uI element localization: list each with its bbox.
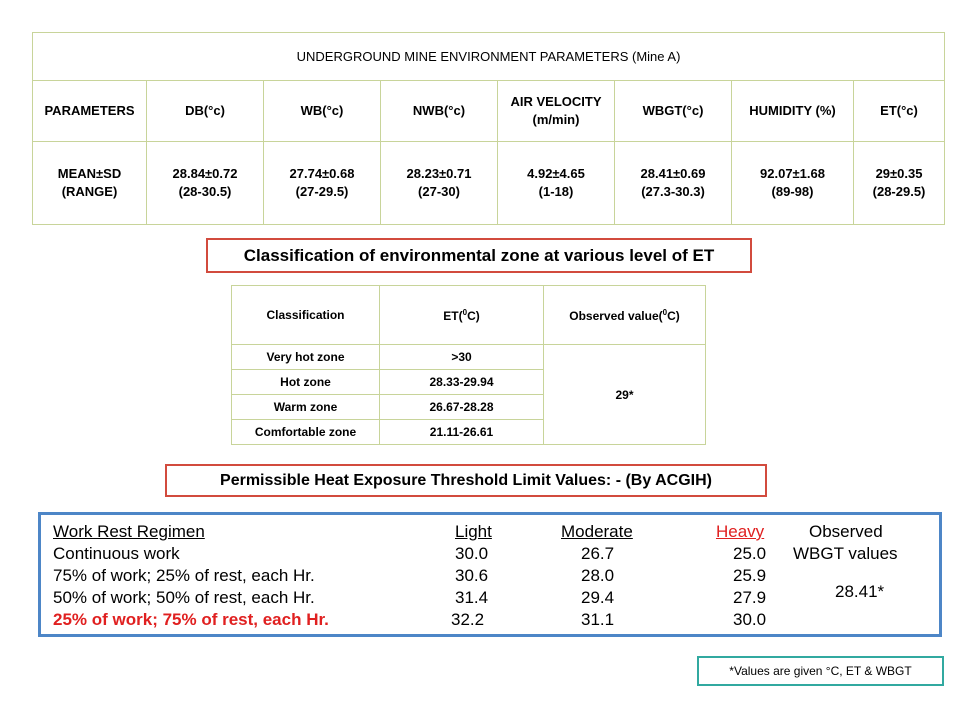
moderate-value: 31.1 bbox=[581, 610, 615, 629]
row-label bbox=[33, 142, 147, 225]
range-value: (27-29.5) bbox=[295, 184, 349, 199]
heavy-value: 25.0 bbox=[733, 544, 767, 563]
table-title: UNDERGROUND MINE ENVIRONMENT PARAMETERS (Mine A) bbox=[33, 33, 945, 81]
header-et-range bbox=[380, 286, 544, 345]
zone-range: 28.33-29.94 bbox=[380, 370, 544, 395]
row-label-mean: MEAN±SD bbox=[57, 166, 122, 181]
header-nwb: NWB(°c) bbox=[381, 81, 498, 142]
regimen-label-highlight: 25% of work; 75% of rest, each Hr. bbox=[53, 610, 329, 629]
light-value: 30.6 bbox=[455, 566, 489, 585]
moderate-value: 29.4 bbox=[581, 588, 615, 607]
moderate-value: 28.0 bbox=[581, 566, 615, 585]
header-obs-prefix: Observed value( bbox=[569, 308, 663, 323]
mean-value: 4.92±4.65 bbox=[527, 166, 585, 181]
regimen-label: 50% of work; 50% of rest, each Hr. bbox=[53, 588, 315, 607]
value-humidity bbox=[732, 142, 854, 225]
regimen-label: Continuous work bbox=[53, 544, 180, 563]
value-air-velocity bbox=[498, 142, 615, 225]
light-header: Light bbox=[455, 522, 492, 541]
light-value: 30.0 bbox=[455, 544, 489, 563]
row-label-range: (RANGE) bbox=[61, 184, 118, 199]
header-et-prefix: ET( bbox=[443, 308, 463, 323]
range-value: (28-29.5) bbox=[872, 184, 926, 199]
mean-value: 27.74±0.68 bbox=[289, 166, 355, 181]
heavy-value: 25.9 bbox=[733, 566, 767, 585]
value-wbgt bbox=[615, 142, 732, 225]
mean-value: 28.84±0.72 bbox=[172, 166, 238, 181]
range-value: (27.3-30.3) bbox=[641, 184, 705, 199]
value-wb bbox=[264, 142, 381, 225]
header-humidity: HUMIDITY (%) bbox=[732, 81, 854, 142]
zone-range: 21.11-26.61 bbox=[380, 420, 544, 445]
mean-value: 29±0.35 bbox=[875, 166, 923, 181]
observed-sub-label: WBGT values bbox=[793, 544, 898, 563]
moderate-value: 26.7 bbox=[581, 544, 615, 563]
header-classification: Classification bbox=[232, 286, 380, 345]
zone-name: Hot zone bbox=[232, 370, 380, 395]
range-value: (27-30) bbox=[418, 184, 460, 199]
light-value: 32.2 bbox=[451, 610, 485, 629]
observed-et-value: 29* bbox=[544, 345, 706, 445]
mine-parameters-table bbox=[32, 32, 945, 225]
zone-name: Warm zone bbox=[232, 395, 380, 420]
heavy-header: Heavy bbox=[716, 522, 765, 541]
value-et bbox=[854, 142, 945, 225]
header-et: ET(°c) bbox=[854, 81, 945, 142]
header-parameters: PARAMETERS bbox=[33, 81, 147, 142]
heavy-value: 30.0 bbox=[733, 610, 767, 629]
mean-value: 92.07±1.68 bbox=[760, 166, 825, 181]
moderate-header: Moderate bbox=[561, 522, 633, 541]
range-value: (28-30.5) bbox=[178, 184, 232, 199]
light-value: 31.4 bbox=[455, 588, 489, 607]
regimen-header: Work Rest Regimen bbox=[53, 522, 205, 541]
work-rest-regimen-box bbox=[38, 512, 942, 637]
degree-superscript: 0 bbox=[462, 307, 468, 317]
regimen-label: 75% of work; 25% of rest, each Hr. bbox=[53, 566, 315, 585]
tlv-heading: Permissible Heat Exposure Threshold Limit Values: - (By ACGIH) bbox=[165, 464, 767, 497]
value-db bbox=[147, 142, 264, 225]
range-value: (89-98) bbox=[771, 184, 814, 199]
header-wb: WB(°c) bbox=[264, 81, 381, 142]
heavy-value: 27.9 bbox=[733, 588, 767, 607]
header-wbgt: WBGT(°c) bbox=[615, 81, 732, 142]
zone-classification-heading: Classification of environmental zone at various level of ET bbox=[206, 238, 752, 273]
zone-range: >30 bbox=[380, 345, 544, 370]
degree-superscript: 0 bbox=[662, 307, 668, 317]
header-db: DB(°c) bbox=[147, 81, 264, 142]
zone-name: Very hot zone bbox=[232, 345, 380, 370]
observed-wbgt-value: 28.41* bbox=[835, 582, 885, 601]
header-air-velocity: AIR VELOCITY (m/min) bbox=[498, 81, 615, 142]
zone-classification-table bbox=[231, 285, 706, 445]
zone-range: 26.67-28.28 bbox=[380, 395, 544, 420]
value-nwb bbox=[381, 142, 498, 225]
mean-value: 28.23±0.71 bbox=[406, 166, 472, 181]
units-footnote: *Values are given °C, ET & WBGT bbox=[697, 656, 944, 686]
header-obs-suffix: C) bbox=[667, 308, 680, 323]
mean-value: 28.41±0.69 bbox=[640, 166, 706, 181]
observed-header: Observed bbox=[809, 522, 883, 541]
range-value: (1-18) bbox=[538, 184, 574, 199]
zone-name: Comfortable zone bbox=[232, 420, 380, 445]
header-et-suffix: C) bbox=[467, 308, 480, 323]
header-observed-value bbox=[544, 286, 706, 345]
